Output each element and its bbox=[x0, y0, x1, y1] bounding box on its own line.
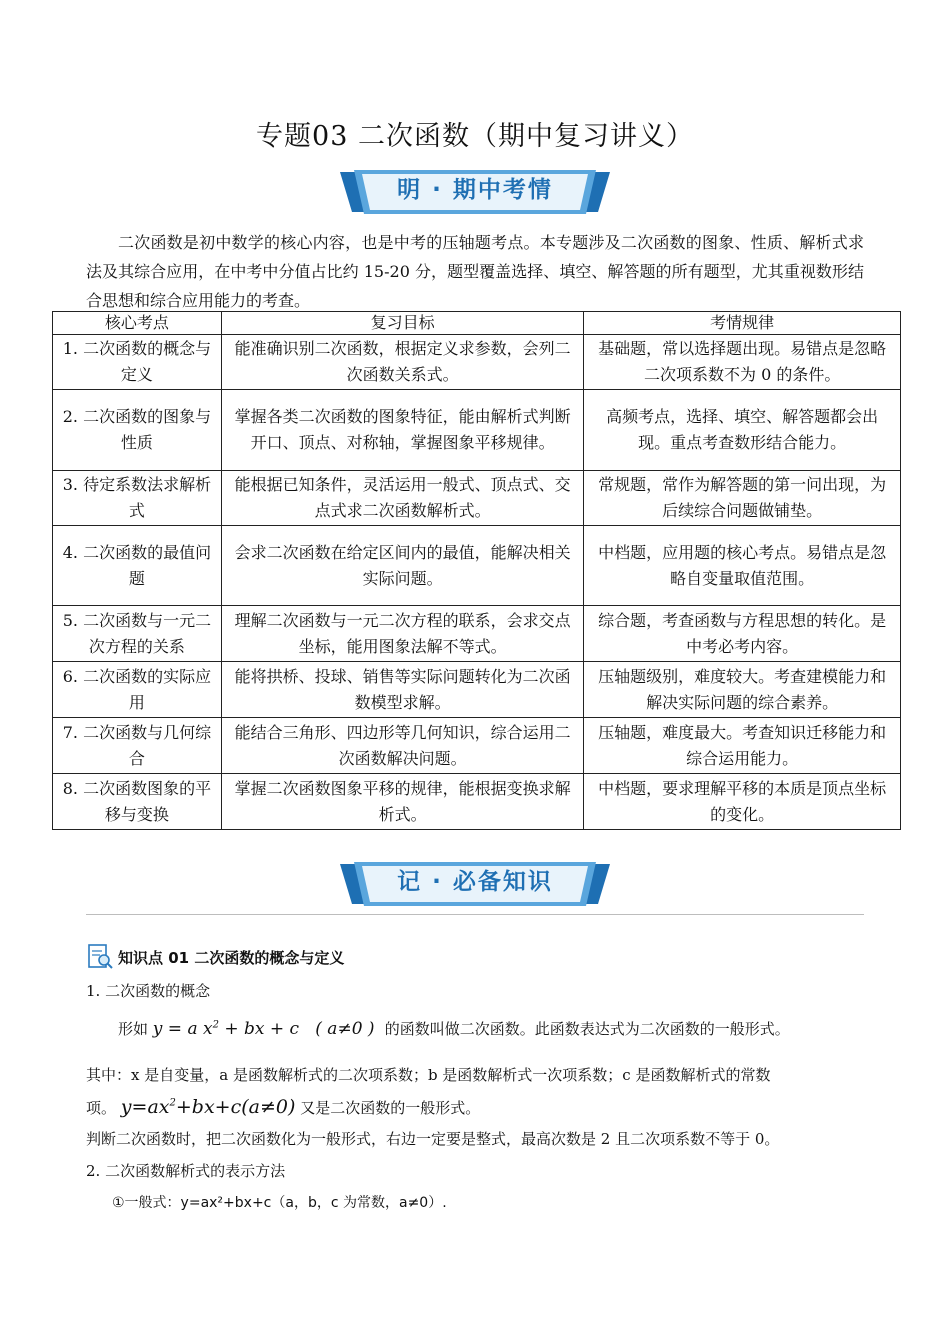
general-form-line bbox=[118, 1018, 908, 1039]
subheading-forms: 2. 二次函数解析式的表示方法 bbox=[86, 1162, 286, 1180]
table-header-row bbox=[53, 312, 901, 335]
table-row bbox=[53, 335, 901, 390]
where-line-2-suffix: 又是二次函数的一般形式。 bbox=[300, 1099, 481, 1117]
judge-rule: 判断二次函数时，把二次函数化为一般形式，右边一定要是整式，最高次数是 2 且二次项系数不等于 0。 bbox=[86, 1130, 780, 1148]
formula-general: y = a $x^2$ + bx + c ( a≠0 ) bbox=[152, 1019, 380, 1039]
knowledge-point-title: 知识点 01 二次函数的概念与定义 bbox=[118, 948, 345, 967]
page-title: 专题03 二次函数（期中复习讲义） bbox=[256, 121, 694, 152]
banner-label: 明 · 期中考情 bbox=[397, 177, 553, 203]
banner-label: 记 · 必备知识 bbox=[397, 869, 553, 895]
form-prefix: 形如 bbox=[118, 1020, 149, 1038]
table-row bbox=[53, 390, 901, 471]
table-cell: 理解二次函数与一元二次方程的联系，会求交点坐标，能用图象法解不等式。 bbox=[221, 606, 584, 662]
table-cell: 4. 二次函数的最值问题 bbox=[53, 526, 222, 606]
table-cell: 基础题，常以选择题出现。易错点是忽略二次项系数不为 0 的条件。 bbox=[584, 335, 901, 390]
table-row bbox=[53, 606, 901, 662]
table-cell: 8. 二次函数图象的平移与变换 bbox=[53, 774, 222, 830]
formula-general-alt: $y=ax^2+bx+c(a\ne 0)$ bbox=[120, 1096, 296, 1118]
table-cell: 综合题，考查函数与方程思想的转化。是中考必考内容。 bbox=[584, 606, 901, 662]
intro-paragraph: 二次函数是初中数学的核心内容，也是中考的压轴题考点。本专题涉及二次函数的图象、性质、解析式求法及其综合应用，在中考中分值占比约 15-20 分，题型覆盖选择、填空、解答题的所有题型，尤其重视数形结合思想和综合应用能力的考查。 bbox=[86, 233, 864, 310]
table-cell: 1. 二次函数的概念与定义 bbox=[53, 335, 222, 390]
subheading-concept: 1. 二次函数的概念 bbox=[86, 982, 211, 1000]
table-cell: 高频考点，选择、填空、解答题都会出现。重点考查数形结合能力。 bbox=[584, 390, 901, 471]
table-cell: 中档题，应用题的核心考点。易错点是忽略自变量取值范围。 bbox=[584, 526, 901, 606]
table-cell: 能结合三角形、四边形等几何知识，综合运用二次函数解决问题。 bbox=[221, 718, 584, 774]
table-cell: 7. 二次函数与几何综合 bbox=[53, 718, 222, 774]
table-cell: 会求二次函数在给定区间内的最值，能解决相关实际问题。 bbox=[221, 526, 584, 606]
table-cell: 3. 待定系数法求解析式 bbox=[53, 471, 222, 526]
table-cell: 能根据已知条件，灵活运用一般式、顶点式、交点式求二次函数解析式。 bbox=[221, 471, 584, 526]
table-cell: 压轴题级别，难度较大。考查建模能力和解决实际问题的综合素养。 bbox=[584, 662, 901, 718]
table-cell: 2. 二次函数的图象与性质 bbox=[53, 390, 222, 471]
where-line-2 bbox=[86, 1096, 876, 1118]
where-line-2-prefix: 项。 bbox=[86, 1099, 117, 1117]
document-search-icon bbox=[86, 943, 114, 971]
table-cell: 常规题，常作为解答题的第一问出现，为后续综合问题做铺垫。 bbox=[584, 471, 901, 526]
section-banner-exam bbox=[340, 166, 610, 218]
table-cell: 中档题，要求理解平移的本质是顶点坐标的变化。 bbox=[584, 774, 901, 830]
general-form-item: ①一般式：y=ax²+bx+c（a，b，c 为常数，a≠0）. bbox=[112, 1195, 447, 1211]
exam-table bbox=[52, 311, 901, 830]
table-header: 核心考点 bbox=[53, 312, 222, 335]
table-cell: 能准确识别二次函数，根据定义求参数，会列二次函数关系式。 bbox=[221, 335, 584, 390]
table-cell: 5. 二次函数与一元二次方程的关系 bbox=[53, 606, 222, 662]
form-suffix: 的函数叫做二次函数。此函数表达式为二次函数的一般形式。 bbox=[384, 1020, 790, 1038]
table-row bbox=[53, 662, 901, 718]
where-line-1: 其中：x 是自变量，a 是函数解析式的二次项系数；b 是函数解析式一次项系数；c 是函数解析式的常数 bbox=[86, 1066, 771, 1084]
table-cell: 掌握二次函数图象平移的规律，能根据变换求解析式。 bbox=[221, 774, 584, 830]
table-cell: 6. 二次函数的实际应用 bbox=[53, 662, 222, 718]
knowledge-point-heading bbox=[86, 942, 344, 972]
table-row bbox=[53, 774, 901, 830]
table-cell: 能将拱桥、投球、销售等实际问题转化为二次函数模型求解。 bbox=[221, 662, 584, 718]
table-header: 考情规律 bbox=[584, 312, 901, 335]
table-cell: 掌握各类二次函数的图象特征，能由解析式判断开口、顶点、对称轴，掌握图象平移规律。 bbox=[221, 390, 584, 471]
table-row bbox=[53, 526, 901, 606]
section-banner-knowledge bbox=[340, 858, 610, 910]
table-row bbox=[53, 718, 901, 774]
table-header: 复习目标 bbox=[221, 312, 584, 335]
table-row bbox=[53, 471, 901, 526]
table-cell: 压轴题，难度最大。考查知识迁移能力和综合运用能力。 bbox=[584, 718, 901, 774]
divider bbox=[86, 914, 864, 915]
